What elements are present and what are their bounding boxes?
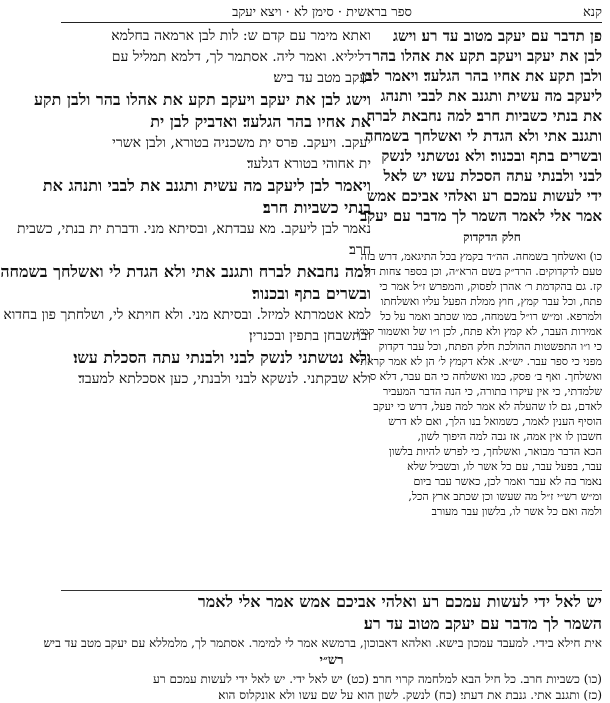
commentary-line: כו) ואשלחך בשמחה. הה״ד בקמץ בכל התיגאמ, דרש בזה	[360, 250, 602, 263]
verse-line: ויאמר לבן ליעקב מה עשית ותגנב את לבבי ותנהג את	[42, 176, 371, 195]
commentary-line: עבר, בפעל עבר, עם כל אשר לו, ובשביל שלא	[407, 460, 602, 473]
verse-line: השמר לך מדבר עם יעקב מטוב עד רע׃	[363, 614, 602, 633]
targum-line: ולא שבקתני. לנשקא לבני ולבנתי, כען אסכלתא למעבד׃	[78, 371, 371, 387]
bottom-section	[43, 590, 602, 702]
commentary-title: חלק הדקדוק	[463, 230, 521, 244]
verse-line: את אחיו בהר הגלעד׃ ואדביק לבן ית	[150, 112, 371, 131]
commentary-line: ולמרפא. ומ״ש רו״ל בשמחה, כמו שכתב ואמר על כל	[380, 310, 602, 323]
verse-line: פן תדבר עם יעקב מטוב עד רע׃ וישג	[393, 27, 602, 45]
verse-line: ידי לעשות עמכם רע ואלהי אביכם אמש	[366, 187, 602, 205]
commentary-line: טעם לדקדוקים. הרד״ק בשם הרא״ה, וכן בספר צחות דף	[364, 265, 602, 278]
commentary-line: שלמדתי, כי אין עיקרו בתורה, כי הנה הדבר המעביר	[382, 385, 602, 398]
targum-line: חרב׃	[349, 242, 371, 258]
verse-line: ולבן תקע את אחיו בהר הגלעד׃ ויאמר לבן	[361, 67, 602, 85]
page-body	[0, 26, 602, 702]
verse-line: למה נחבאת לברח ותגנב אתי ולא הגדת לי ואשלחך בשמחה	[0, 262, 371, 281]
targum-line: נאמר לבן ליעקב. מא עבדתא, ובסיתא מני. ודברת ית בנתי, כשבית	[16, 221, 371, 237]
commentary-line: הכא הדבר מבואר, ואשלחך, כי לפרש להיות בלשון	[388, 445, 602, 458]
commentary-line: פתח, וכל עבר קמץ, חוץ ממלת הפעל עליו ואשלחתו	[380, 295, 602, 308]
hebrew-verse-block	[359, 26, 602, 226]
targum-line: ובתשבחן בתפין ובכנרין׃	[249, 328, 371, 344]
targum-line: דליליא. ואמר ליה. אסתמר לך, דלמא תמליל עם	[111, 49, 371, 65]
targum-line: אית חילא בידי. למעבד עמכון בישא. ואלהא דאבוכון, ברמשא אמר לי למימר. אסתמר לך, מלמללא עם יעקב מטב עד ביש׃	[43, 636, 602, 650]
page-title: ספר בראשית · סימן לא · ויצא יעקב	[232, 5, 412, 20]
commentary-line: אמירות העבר, לא קמץ ולא פתח, לכן ו״ו של ואשמור קמץ	[356, 325, 602, 338]
verse-line: יש לאל ידי לעשות עמכם רע ואלהי אביכם אמש אמר אלי לאמר	[197, 592, 602, 611]
commentary-text	[356, 249, 602, 519]
verse-line: בנתי כשביות חרב׃	[263, 198, 371, 217]
commentary-line: ומ״ש רש״י ז״ל מה שעשו וכן שכתב ארץ הכל,	[408, 490, 602, 503]
commentary-line: נאמר בה לא עבר ואמר לכן, כאשר עבר ביום	[413, 475, 602, 488]
page-header	[61, 4, 602, 23]
verse-line: ותגנב אתי ולא הגדת לי ואשלחך בשמחה	[364, 127, 602, 145]
commentary-line: קז. גם בהקדמת ר׳ אהרן לפסוק, והמפרש ז״ל אמר כי	[379, 280, 602, 293]
commentary-line: ולמה ואם כל אשר לו, בלשון עבר מעורב	[431, 505, 602, 518]
commentary-line: לאדם, גם לו שהעלה לא אמר למה פעל, דרש כי יעקב	[373, 400, 602, 413]
verse-line: ובשרים בתף ובכנור׃	[252, 284, 371, 303]
verse-line: לבן את יעקב ויעקב תקע את אהלו בהר	[372, 47, 602, 65]
commentary-line: הוסיף הענין לאמר, כשמואל בנו הלך, ואם לא דרש	[388, 415, 602, 428]
commentary-line: חשבון לו אין אמה, אז גבה למה היפוך לשון,	[417, 430, 602, 443]
verse-line: את בנתי כשביות חרב׃ למה נחבאת לברח	[366, 107, 602, 125]
left-column	[0, 26, 371, 590]
rashi-line: (כז) ותגנב אתי. גנבת את דעתי׃ (כח) לנשק. לשון הוא על שם עשו ולא אונקלוס הוא׃	[218, 688, 602, 702]
targum-line: ית אחוהי בטורא דגלעד׃	[246, 156, 371, 172]
commentary-line: כי ו״ו התפשטות ההולכת חלק הפתח, וכל עבר דקדוק	[378, 340, 602, 353]
verse-line: וישג לבן את יעקב ויעקב תקע את אהלו בהר ולבן תקע	[33, 90, 371, 109]
page-number: קנא	[583, 5, 602, 20]
right-column	[356, 26, 602, 590]
verse-line: ולא נטשתני לנשק לבני ולבנתי עתה הסכלת עשו׃	[73, 348, 371, 367]
targum-line: ואתא מימר עם קדם ש: לות לבן ארמאה בחלמא	[111, 28, 371, 44]
verse-line: לבני ולבנתי עתה הסכלת עשו׃ יש לאל	[383, 167, 602, 185]
verse-line: ליעקב מה עשית ותגנב את לבבי ותנהג	[380, 87, 602, 105]
commentary-line: ואשלחך. ואף ב׳ פסק, כמו ואשלחה כי הם עבר, דלא ס	[369, 370, 602, 383]
targum-line: יעקב. ויעקב. פרס ית משכניה בטורא, ולבן אשרי	[112, 135, 371, 151]
verse-line: אמר אלי לאמר השמר לך מדבר עם יעקב	[359, 207, 602, 225]
commentary-line: מפני כי ספר עבר. יש״א. אלא דקמץ ל׳ הן לא אמר קראתי	[357, 355, 602, 368]
rashi-title: רש״י	[319, 653, 344, 668]
verse-line: ובשרים בתף ובכנור׃ ולא נטשתני לנשק	[381, 147, 602, 165]
targum-line: יעקב מטב עד ביש׃	[273, 70, 371, 86]
targum-line: למא אטמרתא למיזל. ובסיתא מני. ולא חויתא לי, ושלחתך פון בחדוא	[3, 307, 371, 323]
rashi-line: (כו) כשביות חרב. כל חיל הבא למלחמה קרוי חרב׃ (כט) יש לאל ידי. יש לאל ידי לעשות עמכם רע	[152, 672, 602, 686]
